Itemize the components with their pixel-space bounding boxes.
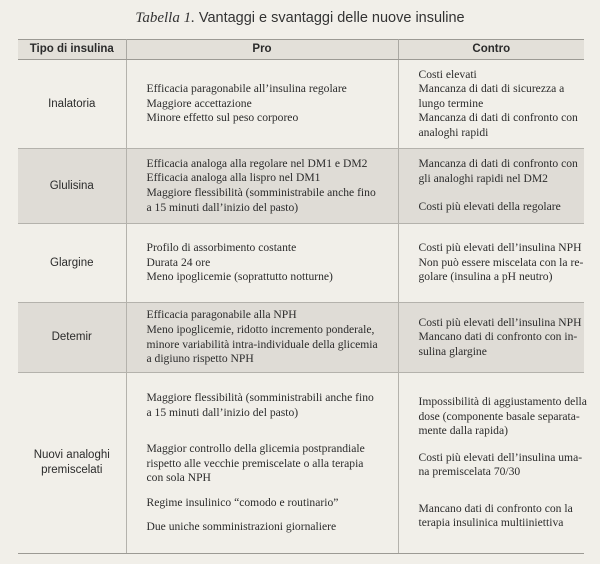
- type-cell: Glulisina: [18, 149, 126, 224]
- pro-cell: [126, 149, 398, 224]
- pro-line: Due uniche somministrazioni giornaliere: [146, 520, 337, 534]
- insulin-comparison-table: [18, 39, 587, 554]
- header-pro: Pro: [126, 40, 398, 60]
- type-cell: Glargine: [18, 224, 126, 303]
- table-row-detemir: [18, 303, 584, 373]
- spacer: [419, 480, 583, 502]
- pro-line: con sola NPH: [146, 471, 211, 485]
- contro-line: sulina glargine: [418, 344, 487, 358]
- spacer: [147, 486, 392, 496]
- pro-line: Maggiore flessibilità (somministrabili anche fino: [146, 390, 374, 404]
- contro-line: terapia insulinica multiiniettiva: [418, 516, 564, 530]
- contro-line: Non può essere miscelata con la re-: [418, 255, 584, 269]
- header-contro: Contro: [398, 40, 584, 60]
- contro-cell: [398, 373, 587, 554]
- pro-cell: [126, 60, 398, 149]
- pro-line: a 15 minuti dall’inizio del pasto): [146, 200, 299, 214]
- pro-line: Efficacia paragonabile alla NPH: [146, 308, 297, 322]
- pro-line: a 15 minuti dall’inizio del pasto): [146, 405, 299, 419]
- table-row-glulisina: [18, 149, 584, 224]
- pro-line: Durata 24 ore: [146, 255, 211, 269]
- pro-line: Meno ipoglicemie (soprattutto notturne): [146, 270, 333, 284]
- pro-line: Regime insulinico “comodo e routinario”: [146, 495, 339, 509]
- type-line: premiscelati: [41, 464, 103, 476]
- contro-line: Impossibilità di aggiustamento della: [418, 394, 587, 408]
- pro-line: Maggiore accettazione: [146, 96, 252, 110]
- contro-line: Mancanza di dati di confronto con: [418, 111, 578, 125]
- spacer: [419, 439, 583, 451]
- contro-line: Mancano dati di confronto con in-: [418, 330, 578, 344]
- contro-cell: [398, 303, 584, 373]
- pro-line: Efficacia paragonabile all’insulina regolare: [146, 82, 347, 96]
- contro-cell: [398, 224, 584, 303]
- pro-line: a digiuno rispetto NPH: [146, 352, 254, 366]
- pro-line: Maggior controllo della glicemia postprandiale: [146, 442, 365, 456]
- spacer: [147, 510, 392, 520]
- table-row-premiscelati: [18, 373, 584, 554]
- pro-cell: [126, 303, 398, 373]
- table-number: Tabella 1.: [135, 10, 195, 26]
- table-caption: [0, 10, 600, 27]
- contro-line: Costi più elevati della regolare: [418, 200, 561, 214]
- pro-line: Meno ipoglicemie, ridotto incremento ponderale,: [146, 322, 375, 336]
- table-title: Vantaggi e svantaggi delle nuove insuline: [198, 10, 465, 26]
- pro-line: rispetto alle vecchie premiscelate o alla terapia: [146, 456, 364, 470]
- spacer: [419, 186, 583, 200]
- contro-line: lungo termine: [418, 96, 484, 110]
- contro-line: Costi più elevati dell’insulina NPH: [418, 241, 582, 255]
- pro-line: Minore effetto sul peso corporeo: [146, 111, 299, 125]
- header-type: Tipo di insulina: [18, 40, 126, 60]
- contro-cell: [398, 149, 584, 224]
- contro-line: Mancanza di dati di sicurezza a: [418, 82, 565, 96]
- spacer: [147, 420, 392, 442]
- contro-line: Mancano dati di confronto con la: [418, 501, 573, 515]
- pro-line: minore variabilità intra-individuale della glicemia: [146, 337, 378, 351]
- contro-line: na premiscelata 70/30: [418, 465, 521, 479]
- type-cell: Inalatoria: [18, 60, 126, 149]
- contro-line: mente dalla rapida): [418, 424, 508, 438]
- contro-line: Mancanza di dati di confronto con: [418, 157, 578, 171]
- type-cell: Detemir: [18, 303, 126, 373]
- contro-line: Costi elevati: [418, 67, 477, 81]
- contro-line: Costi più elevati dell’insulina uma-: [418, 450, 583, 464]
- contro-line: gli analoghi rapidi nel DM2: [418, 171, 548, 185]
- pro-line: Efficacia analoga alla lispro nel DM1: [146, 171, 321, 185]
- type-line: Nuovi analoghi: [33, 449, 110, 462]
- table-row-glargine: [18, 224, 584, 303]
- contro-cell: [398, 60, 584, 149]
- pro-line: Efficacia analoga alla regolare nel DM1 e DM2: [146, 156, 368, 170]
- pro-line: Maggiore flessibilità (somministrabile anche fino: [146, 186, 376, 199]
- contro-line: Costi più elevati dell’insulina NPH: [418, 315, 582, 329]
- contro-line: dose (componente basale separata-: [418, 409, 580, 423]
- table-row-inalatoria: [18, 60, 584, 149]
- contro-line: analoghi rapidi: [418, 125, 489, 139]
- header-row: [18, 40, 584, 60]
- pro-cell: [126, 373, 398, 554]
- pro-cell: [126, 224, 398, 303]
- contro-line: golare (insulina a pH neutro): [418, 270, 553, 284]
- type-cell: [18, 373, 126, 554]
- pro-line: Profilo di assorbimento costante: [146, 241, 297, 255]
